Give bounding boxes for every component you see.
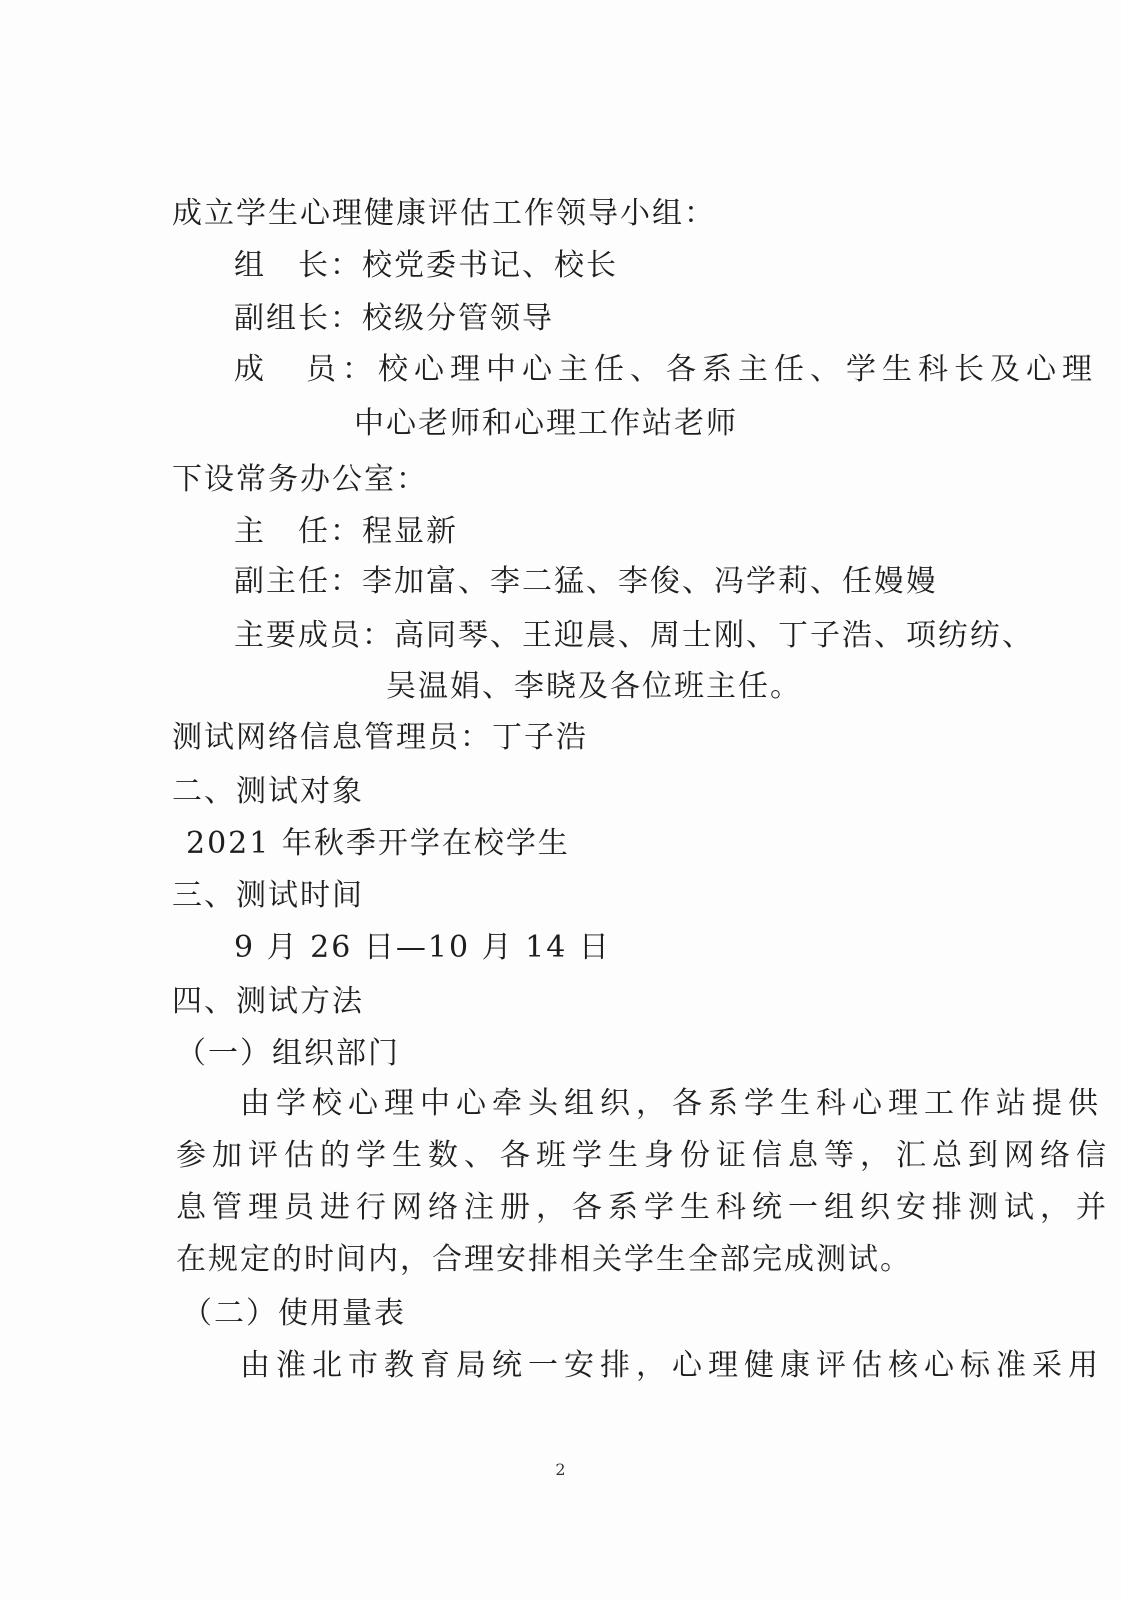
text-line: 下设常务办公室： [172,462,428,497]
subsection-heading: （二）使用量表 [182,1296,406,1331]
text-line: 测试网络信息管理员：丁子浩 [172,720,588,755]
text-line: 组 长：校党委书记、校长 [234,248,618,283]
page-number: 2 [555,1460,566,1479]
section-heading: 四、测试方法 [172,984,364,1019]
text-line: 副组长：校级分管领导 [234,301,554,336]
paragraph-line: 由学校心理中心牵头组织，各系学生科心理工作站提供 [240,1086,1104,1121]
text-line: 中心老师和心理工作站老师 [354,406,738,441]
text-line: 主要成员：高同琴、王迎晨、周士刚、丁子浩、项纺纺、 [234,618,1034,653]
paragraph-line: 息管理员进行网络注册，各系学生科统一组织安排测试，并 [176,1190,1112,1225]
text-line: 吴温娟、李晓及各位班主任。 [386,669,802,704]
text-line: 副主任：李加富、李二猛、李俊、冯学莉、任嫚嫚 [234,564,938,599]
section-heading: 三、测试时间 [172,878,364,913]
text-line: 主 任：程显新 [234,514,458,549]
section-heading: 二、测试对象 [172,774,364,809]
text-line: 9 月 26 日—10 月 14 日 [234,930,611,965]
text-line: 成 员：校心理中心主任、各系主任、学生科长及心理 [234,352,1098,387]
paragraph-line: 在规定的时间内，合理安排相关学生全部完成测试。 [176,1242,912,1277]
text-line: 2021 年秋季开学在校学生 [186,826,570,861]
text-line: 成立学生心理健康评估工作领导小组： [172,196,716,231]
paragraph-line: 由淮北市教育局统一安排，心理健康评估核心标准采用 [240,1348,1104,1383]
paragraph-line: 参加评估的学生数、各班学生身份证信息等，汇总到网络信 [176,1138,1112,1173]
subsection-heading: （一）组织部门 [176,1036,400,1071]
